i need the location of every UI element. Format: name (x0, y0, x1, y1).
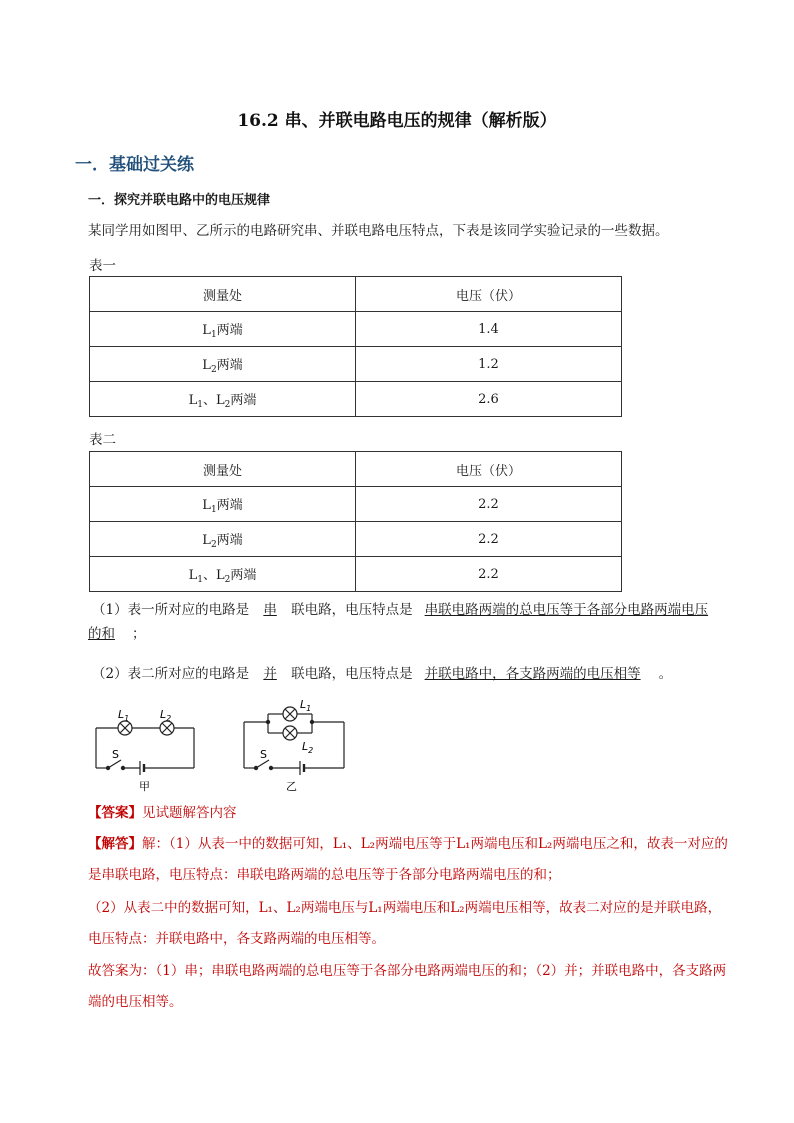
circuit-diagrams (88, 700, 358, 800)
section-heading: 一．基础过关练 (75, 155, 194, 175)
table-row (90, 347, 622, 382)
location-cell: $L_1$两端 (90, 312, 356, 347)
voltage-cell: 2.2 (356, 557, 622, 592)
voltage-cell: 2.6 (356, 382, 622, 417)
label-L1: $L_1$ (300, 700, 312, 713)
page-title: 16.2 串、并联电路电压的规律（解析版） (237, 111, 557, 131)
location-cell: $L_1$、$L_2$两端 (90, 382, 356, 417)
header-cell: 电压（伏） (356, 452, 622, 487)
question-1: （1）表一所对应的电路是 串 联电路，电压特点是 串联电路两端的总电压等于各部分电路两端电压 的和 ； (92, 598, 732, 646)
analysis-tag: 【解答】 (88, 836, 142, 852)
location-cell: $L_2$两端 (90, 347, 356, 382)
header-cell: 测量处 (90, 452, 356, 487)
label-S: S (260, 748, 267, 761)
table1-label: 表一 (89, 258, 116, 274)
header-cell: 电压（伏） (356, 277, 622, 312)
label-L2: $L_2$ (160, 708, 172, 723)
label-L1: $L_1$ (118, 708, 130, 723)
table-header-row (90, 452, 622, 487)
table-row (90, 312, 622, 347)
question-2: （2）表二所对应的电路是 并 联电路，电压特点是 并联电路中，各支路两端的电压相等 。 (92, 662, 732, 686)
table2-label: 表二 (89, 432, 116, 448)
location-cell: $L_1$、$L_2$两端 (90, 557, 356, 592)
q2-blank-type: 并 (263, 666, 277, 682)
table1 (89, 276, 622, 417)
table-row (90, 487, 622, 522)
switch-S-icon (256, 760, 269, 768)
label-L2: $L_2$ (302, 740, 314, 755)
answer-text: 见试题解答内容 (142, 805, 237, 821)
label-yi: 乙 (286, 780, 297, 793)
voltage-cell: 2.2 (356, 487, 622, 522)
table-row (90, 522, 622, 557)
q1-blank-feature: 串联电路两端的总电压等于各部分电路两端电压 (424, 602, 709, 618)
table-row (90, 557, 622, 592)
answer-line (88, 798, 728, 829)
table-row (90, 382, 622, 417)
location-cell: $L_2$两端 (90, 522, 356, 557)
voltage-cell: 1.4 (356, 312, 622, 347)
switch-S-icon (108, 760, 121, 768)
analysis-p1 (88, 829, 728, 891)
analysis-p2: （2）从表二中的数据可知，L₁、L₂两端电压与L₁两端电压和L₂两端电压相等，故表二对应的是并联电路，电压特点：并联电路中，各支路两端的电压相等。 (88, 900, 722, 947)
voltage-cell: 1.2 (356, 347, 622, 382)
table-header-row (90, 277, 622, 312)
analysis-conclusion: 故答案为：（1）串；串联电路两端的总电压等于各部分电路两端电压的和；（2）并；并联电路中，各支路两端的电压相等。 (88, 963, 727, 1010)
parallel-circuit-yi (244, 707, 344, 775)
voltage-cell: 2.2 (356, 522, 622, 557)
answer-tag: 【答案】 (88, 805, 142, 821)
header-cell: 测量处 (90, 277, 356, 312)
location-cell: $L_1$两端 (90, 487, 356, 522)
label-jia: 甲 (139, 780, 150, 793)
q1-blank-type: 串 (263, 602, 277, 618)
series-circuit-jia (96, 721, 194, 775)
problem-intro: 某同学用如图甲、乙所示的电路研究串、并联电路电压特点，下表是该同学实验记录的一些数据。 (88, 223, 669, 239)
q1-blank-feature-cont: 的和 (88, 626, 115, 642)
table2 (89, 451, 622, 592)
q2-blank-feature: 并联电路中，各支路两端的电压相等 (424, 666, 641, 682)
label-S: S (112, 748, 119, 761)
subsection-heading: 一．探究并联电路中的电压规律 (88, 193, 271, 208)
analysis-text-1: 解：（1）从表一中的数据可知，L₁、L₂两端电压等于L₁两端电压和L₂两端电压之和，故表一对应的是串联电路，电压特点：串联电路两端的总电压等于各部分电路两端电压的和； (88, 836, 728, 883)
